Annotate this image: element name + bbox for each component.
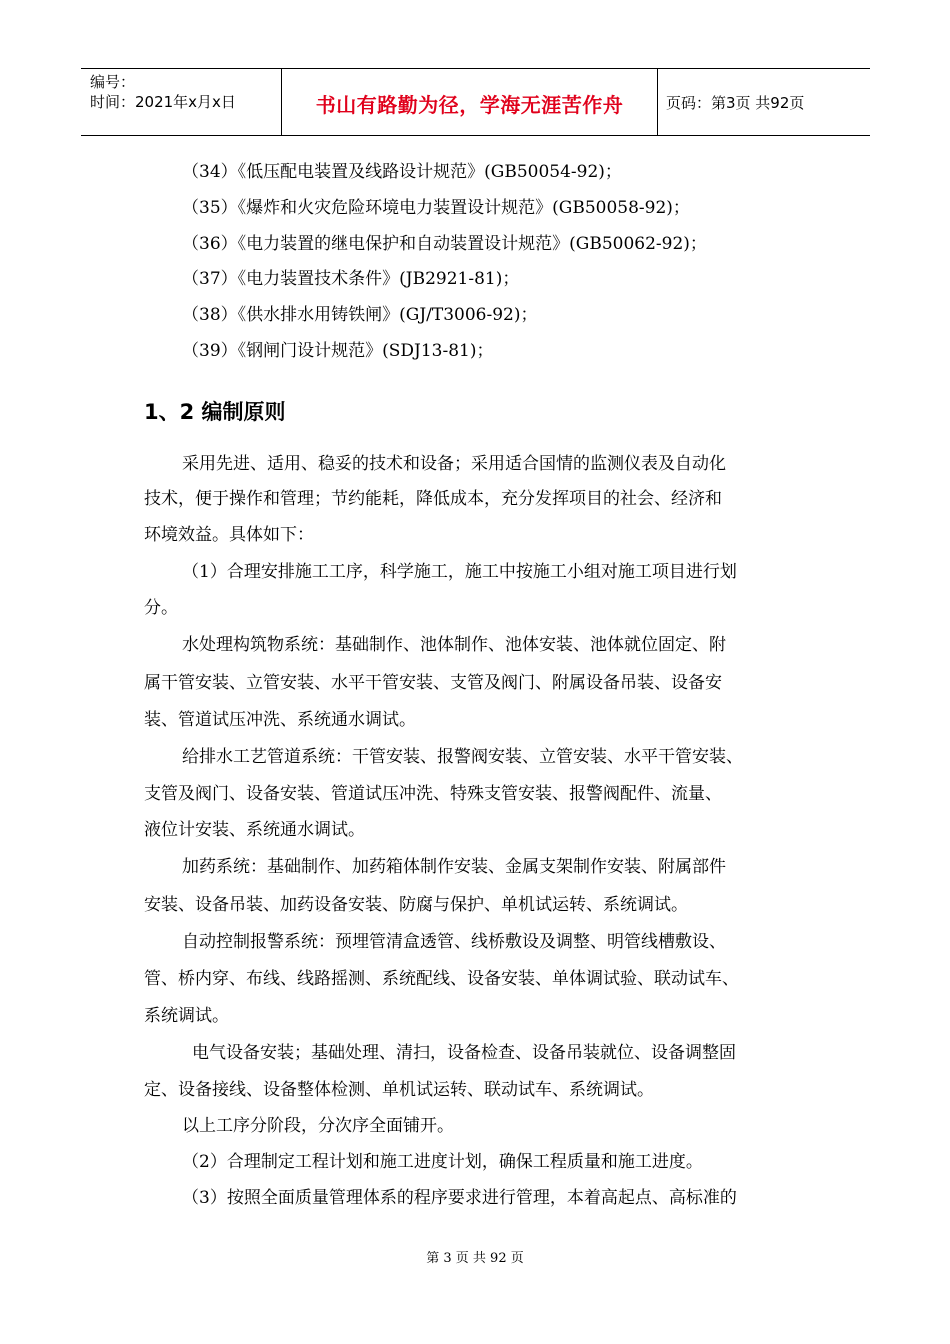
header-motto-cell bbox=[282, 69, 658, 135]
body-line: 定、设备接线、设备整体检测、单机试运转、联动试车、系统调试。 bbox=[144, 1080, 654, 1100]
reference-item-36: （36）《电力装置的继电保护和自动装置设计规范》(GB50062-92)； bbox=[182, 234, 707, 254]
header-page-number: 页码：第3页 共92页 bbox=[666, 94, 805, 112]
body-line: 采用先进、适用、稳妥的技术和设备；采用适合国情的监测仪表及自动化 bbox=[182, 454, 726, 474]
body-line: （2）合理制定工程计划和施工进度计划，确保工程质量和施工进度。 bbox=[182, 1152, 703, 1172]
body-line: （1）合理安排施工工序，科学施工，施工中按施工小组对施工项目进行划 bbox=[182, 562, 737, 582]
body-line: 电气设备安装；基础处理、清扫，设备检查、设备吊装就位、设备调整固 bbox=[192, 1043, 736, 1063]
body-line: （3）按照全面质量管理体系的程序要求进行管理，本着高起点、高标准的 bbox=[182, 1188, 737, 1208]
body-line: 系统调试。 bbox=[144, 1006, 229, 1026]
body-line: 属干管安装、立管安装、水平干管安装、支管及阀门、附属设备吊装、设备安 bbox=[144, 673, 722, 693]
body-line: 分。 bbox=[144, 598, 178, 618]
section-heading: 1、2 编制原则 bbox=[144, 400, 286, 424]
document-date: 时间：2021年x月x日 bbox=[90, 93, 236, 111]
header-meta bbox=[81, 69, 282, 135]
body-line: 装、管道试压冲洗、系统通水调试。 bbox=[144, 710, 416, 730]
body-line: 环境效益。具体如下： bbox=[144, 525, 314, 545]
body-line: 给排水工艺管道系统：干管安装、报警阀安装、立管安装、水平干管安装、 bbox=[182, 747, 743, 767]
reference-item-38: （38）《供水排水用铸铁闸》(GJ/T3006-92)； bbox=[182, 305, 538, 325]
reference-item-39: （39）《钢闸门设计规范》(SDJ13-81)； bbox=[182, 341, 494, 361]
body-line: 加药系统：基础制作、加药箱体制作安装、金属支架制作安装、附属部件 bbox=[182, 857, 726, 877]
reference-item-34: （34）《低压配电装置及线路设计规范》(GB50054-92)； bbox=[182, 162, 622, 182]
body-line: 以上工序分阶段，分次序全面铺开。 bbox=[182, 1116, 454, 1136]
body-line: 支管及阀门、设备安装、管道试压冲洗、特殊支管安装、报警阀配件、流量、 bbox=[144, 784, 722, 804]
reference-item-35: （35）《爆炸和火灾危险环境电力装置设计规范》(GB50058-92)； bbox=[182, 198, 690, 218]
body-line: 技术，便于操作和管理；节约能耗，降低成本，充分发挥项目的社会、经济和 bbox=[144, 489, 722, 509]
body-line: 水处理构筑物系统：基础制作、池体制作、池体安装、池体就位固定、附 bbox=[182, 635, 726, 655]
body-line: 自动控制报警系统：预埋管清盒透管、线桥敷设及调整、明管线槽敷设、 bbox=[182, 932, 726, 952]
body-line: 安装、设备吊装、加药设备安装、防腐与保护、单机试运转、系统调试。 bbox=[144, 895, 688, 915]
header-motto: 书山有路勤为径，学海无涯苦作舟 bbox=[315, 93, 624, 117]
document-number: 编号： bbox=[90, 73, 136, 91]
page-header bbox=[81, 68, 870, 136]
body-line: 液位计安装、系统通水调试。 bbox=[144, 820, 365, 840]
reference-item-37: （37）《电力装置技术条件》(JB2921-81)； bbox=[182, 269, 520, 289]
page-footer: 第 3 页 共 92 页 bbox=[426, 1251, 524, 1266]
body-line: 管、桥内穿、布线、线路摇测、系统配线、设备安装、单体调试验、联动试车、 bbox=[144, 969, 739, 989]
